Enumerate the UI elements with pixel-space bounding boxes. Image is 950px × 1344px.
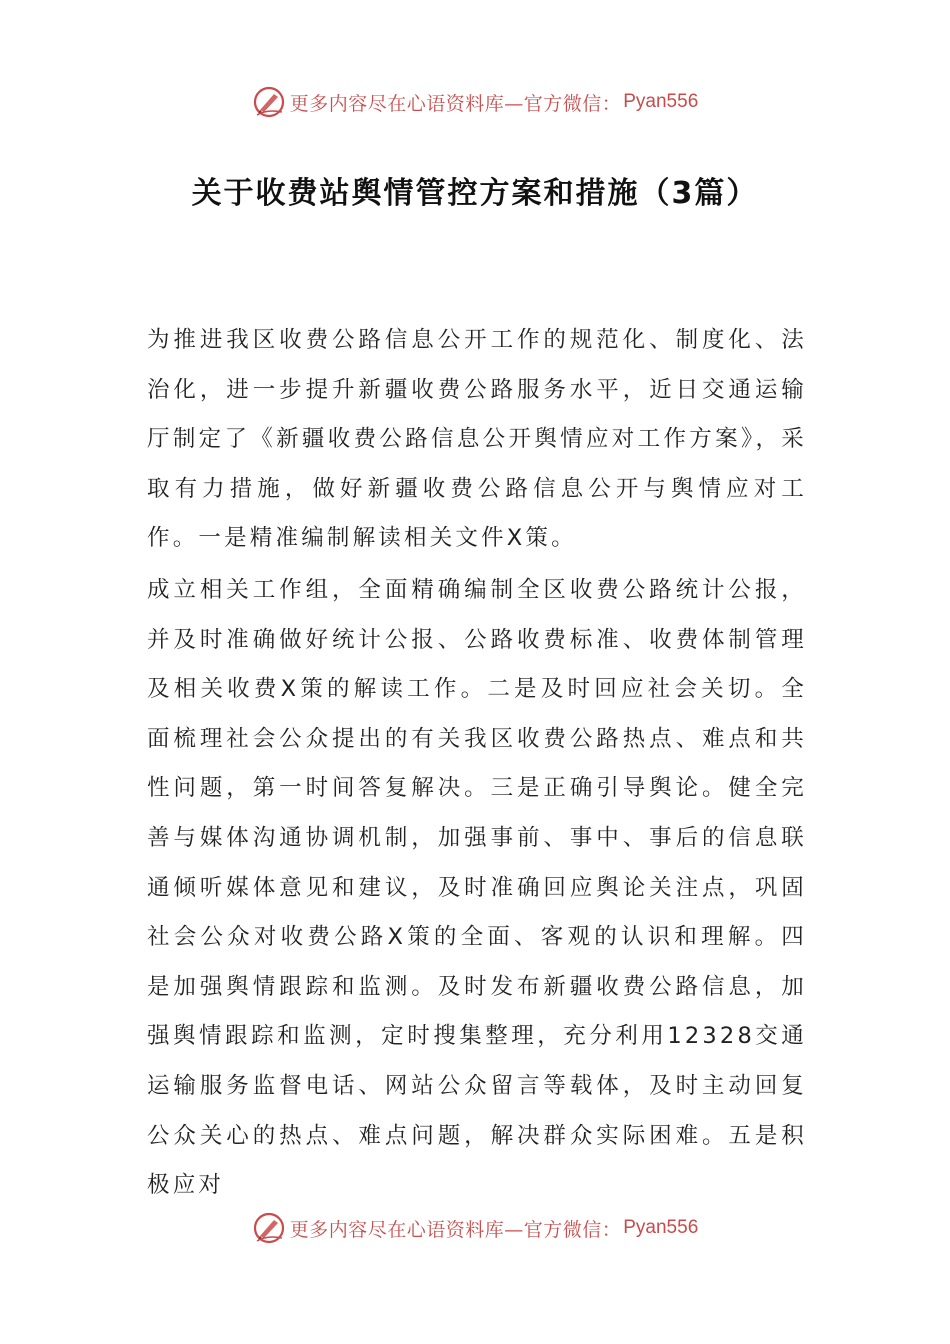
footer-wechat-id: Pyan556 — [623, 1217, 699, 1238]
document-title: 关于收费站舆情管控方案和措施（3篇） — [191, 176, 759, 211]
header-wechat-id: Pyan556 — [623, 91, 699, 112]
footer-banner — [0, 1208, 950, 1248]
header-banner-text: 更多内容尽在心语资料库—官方微信： — [289, 92, 622, 115]
paragraph-1: 为推进我区收费公路信息公开工作的规范化、制度化、法治化，进一步提升新疆收费公路服务水平，近日交通运输厅制定了《新疆收费公路信息公开舆情应对工作方案》，采取有力措施，做好新疆收费公路信息公开与舆情应对工作。一是精准编制解读相关文件X策。 — [147, 327, 807, 552]
pen-logo-icon — [252, 1211, 286, 1245]
paragraph-2: 成立相关工作组，全面精确编制全区收费公路统计公报，并及时准确做好统计公报、公路收费标准、收费体制管理及相关收费X策的解读工作。二是及时回应社会关切。全面梳理社会公众提出的有关我区收费公路热点、难点和共性问题，第一时间答复解决。三是正确引导舆论。健全完善与媒体沟通协调机制，加强事前、事中、事后的信息联通倾听媒体意见和建议，及时准确回应舆论关注点，巩固社会公众对收费公路X策的全面、客观的认识和理解。四是加强舆情跟踪和监测。及时发布新疆收费公路信息，加强舆情跟踪和监测，定时搜集整理，充分利用12328交通运输服务监督电话、网站公众留言等载体，及时主动回复公众关心的热点、难点问题，解决群众实际困难。五是积极应对 — [147, 576, 807, 1199]
footer-banner-text: 更多内容尽在心语资料库—官方微信： — [289, 1218, 622, 1241]
pen-logo-icon — [252, 85, 286, 119]
document-body — [147, 316, 807, 1213]
header-banner — [0, 82, 950, 122]
